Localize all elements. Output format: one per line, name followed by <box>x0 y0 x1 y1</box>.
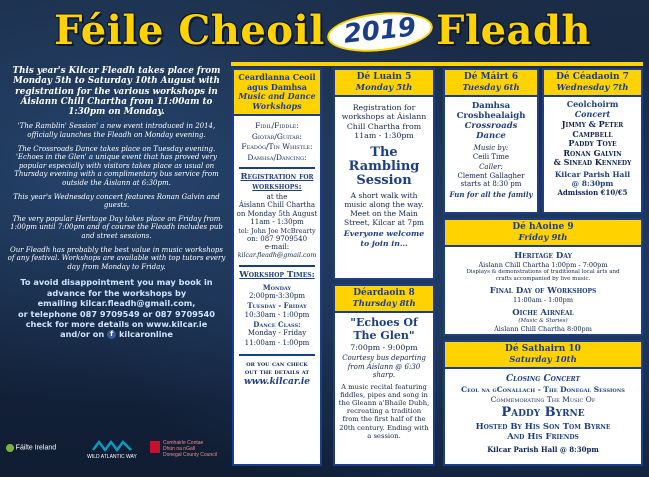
crossroads-title: Damhsa Crosbhealaigh Crossroads Dance <box>456 101 526 141</box>
intro-paragraph: This year's Wednesday concert features Ronan Galvin and guests. <box>13 192 220 210</box>
echoes-time: 7:00pm - 9:00pm <box>350 343 418 352</box>
monday-registration: Registration for workshops at Áislann Chill Chartha from 11am - 1:30pm <box>341 103 427 140</box>
wednesday-header: Dé Céadaoin 7 Wednesday 7th <box>544 70 641 97</box>
divider <box>239 354 315 356</box>
rambling-description: A short walk with music along the way. Meet on the Main Street, Kilcar at 7pm <box>344 191 424 228</box>
intro-paragraph: The Crossroads Dance takes place on Tuesday evening. 'Echoes in the Glen' a unique event that has proved very popular especially with visitors takes place as usual on Thursday evening with a complimentary bus service from outside the Áislann at 6:30pm. <box>14 144 219 188</box>
website-link[interactable]: www.kilcar.ie <box>243 376 311 387</box>
instrument-list: Fidil/Fiddle: Giotár/Guitar: Feadóg/Tin Whistle: Damhsa/Dancing: <box>241 121 313 162</box>
heritage-location: Áislann Chill Chartha 1:00pm - 7:00pm <box>478 261 608 269</box>
title-feile-cheoil: Féile Cheoil <box>54 7 325 54</box>
oiche-airneal-title: Oiche Airnéal <box>512 308 574 319</box>
facebook-page[interactable]: kilcaronline <box>118 329 173 340</box>
title-year-badge: 2019 <box>325 8 434 57</box>
commemorating-text: Commemorating The Music Of <box>490 394 596 404</box>
workshop-times: Monday 2:00pm-3:30pm Tuesday - Friday 10:30am - 1:00pm Dance Class: Monday - Friday 11:00am - 1:00pm <box>244 282 310 347</box>
friday-header: Dé hAoine 9 Friday 9th <box>445 220 641 247</box>
saturday-header: Dé Sathairn 10 Saturday 10th <box>445 342 641 369</box>
everyone-welcome: Everyone welcome to join in… <box>343 229 425 248</box>
paddy-byrne-title: Paddy Byrne <box>501 404 585 420</box>
bus-info: Courtesy bus departing from Áislann @ 6:30 sharp. <box>342 354 426 380</box>
registration-details: at the Áislann Chill Chartha on Monday 5th August 11am - 1:30pm tel: John Joe McBrearty on: 087 9709540 e-mail: kilcar.fleadh@gmail.com <box>236 193 318 259</box>
concert-title: Ceolchoirm Concert <box>566 99 619 119</box>
monday-header: Dé Luain 5 Monday 5th <box>335 70 433 97</box>
workshop-email[interactable]: kilcar.fleadh@gmail.com <box>237 251 317 259</box>
tuesday-panel <box>443 68 539 214</box>
failte-leaf-icon <box>6 444 14 452</box>
crossroads-details: Music by: Ceili Time Caller: Clement Gallagher starts at 8:30 pm Fun for all the family <box>449 144 533 199</box>
concert-venue: Kilcar Parish Hall @ 8:30pm <box>554 169 631 188</box>
booking-email[interactable]: emailing kilcar.fleadh@gmail.com, <box>37 298 196 309</box>
facebook-icon[interactable]: f <box>107 330 116 339</box>
heritage-description: Displays & demonstrations of traditional local arts and crafts accompanied by live music. <box>466 269 620 282</box>
echoes-title: "Echoes Of The Glen" <box>350 316 418 342</box>
concert-admission: Admission €10/€5 <box>557 187 628 197</box>
saturday-panel <box>443 340 643 466</box>
closing-venue: Kilcar Parish Hall @ 8:30pm <box>487 444 599 454</box>
thursday-header: Déardaoin 8 Thursday 8th <box>335 286 433 313</box>
divider <box>239 167 315 169</box>
wave-icon <box>92 440 132 452</box>
tuesday-header: Dé Máirt 6 Tuesday 6th <box>445 70 537 97</box>
donegal-sessions: Ceol na gConallach - The Donegal Sessions <box>461 384 625 394</box>
heritage-day-title: Heritage Day <box>514 251 572 261</box>
page-title <box>0 3 649 59</box>
final-workshops-title: Final Day of Workshops <box>489 286 597 297</box>
booking-phone: or telephone 087 9709549 or 087 9709540 <box>18 308 215 319</box>
sponsor-logos: Fáilte Ireland WILD ATLANTIC WAY Comhairle Contae Dhún na nGall Donegal County Council <box>6 440 226 466</box>
oiche-airneal-location: Áislann Chill Chartha 8:00pm <box>494 324 592 333</box>
intro-paragraph: Our Fleadh has probably the best value in music workshops of any festival. Workshops are available with top tutors every day from Monday to Friday. <box>7 245 226 271</box>
intro-paragraph: 'The Ramblin' Session' a new event introduced in 2014, officially launches the Fleadh on Monday evening. <box>17 122 216 140</box>
wild-atlantic-way-logo: WILD ATLANTIC WAY <box>80 440 144 460</box>
title-fleadh: Fleadh <box>436 7 592 54</box>
workshops-panel: Ceardlanna Ceoil agus Damhsa Music and Dance Workshops Fidil/Fiddle: Giotár/Guitar: Feadóg/Tin Whistle: Damhsa/Dancing: Registration for workshops: at the Áislann Chill Chartha on Monday 5th August 11am - 1:30pm tel: John Joe McBrearty on: 087 9709540 e-mail: kilcar.fleadh@gmail.com Workshop Times: Monday 2:00pm-3:30pm Tuesday - Friday 10:30am - 1:00pm Dance Class: Monday - Friday 11:00am - 1:00pm or you can check out the details at www.kilcar.ie <box>232 68 322 466</box>
monday-panel <box>333 68 435 280</box>
final-workshops-time: 11:00am - 1:00pm <box>512 296 574 305</box>
echoes-description: A music recital featuring fiddles, pipes and song in the Gleann a'Bhaile Dubh, recreating a tradition from the first half of the 20th century. Ending with a session. <box>338 382 430 440</box>
booking-info: To avoid disappointment you may book in advance for the workshops by emailing kilcar.fleadh@gmail.com, or telephone 087 9709549 or 087 9709540 check for more details on www.kilcar.ie and/or on f kilcaronline <box>6 277 227 339</box>
top-divider <box>231 62 643 66</box>
workshop-times-title: Workshop Times: <box>239 270 315 281</box>
intro-paragraph: The very popular Heritage Day takes place on Friday from 1:00pm until 7:00pm and of course the Fleadh includes pub and street sessions. <box>10 214 223 241</box>
registration-title: Registration for workshops: <box>240 172 314 192</box>
closing-concert-title: Closing Concert <box>505 374 581 384</box>
intro-lead: This year's Kilcar Fleadh takes place from Monday 5th to Saturday 10th August with registration for the various workshops in Áislann Chill Chartha from 11:00am to 1:30pm on Monday. <box>12 66 221 118</box>
failte-ireland-logo: Fáilte Ireland <box>6 444 56 452</box>
friday-panel <box>443 218 643 336</box>
intro-text <box>6 66 227 340</box>
hosted-by: Hosted By His Son Tom Byrne And His Friends <box>475 421 611 442</box>
concert-performers: Jimmy & Peter Campbell Paddy Toye Ronan Galvin & Sinead Kennedy <box>553 119 632 167</box>
divider <box>239 265 315 267</box>
thursday-panel <box>333 284 435 466</box>
oiche-airneal-subtitle: (Music & Stories) <box>518 318 568 325</box>
wednesday-panel <box>542 68 643 214</box>
council-crest-icon <box>150 441 160 453</box>
rambling-session-title: The Rambling Session <box>348 145 420 189</box>
workshops-header: Ceardlanna Ceoil agus Damhsa Music and Dance Workshops <box>234 70 320 116</box>
booking-website[interactable]: check for more details on www.kilcar.ie <box>25 319 208 330</box>
